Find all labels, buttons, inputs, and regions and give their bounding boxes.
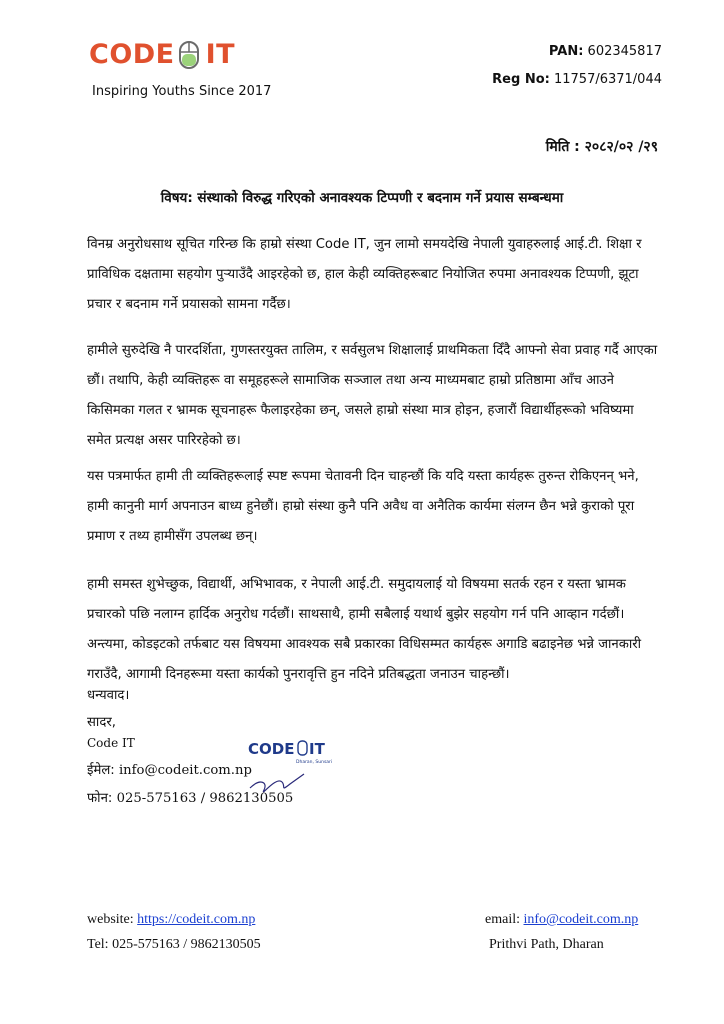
signatory-email: [87, 760, 252, 778]
email-value: info@codeit.com.np: [118, 763, 252, 778]
body-paragraph-3: यस पत्रमार्फत हामी ती व्यक्तिहरूलाई स्पष्ट रूपमा चेतावनी दिन चाहन्छौं कि यदि यस्ता कार्यहरू तुरुन्त रोकिएनन् भने, हामी कानुनी मार्ग अपनाउन बाध्य हुनेछौं। हाम्रो संस्था कुनै पनि अवैध वा अनैतिक कार्यमा संलग्न छैन भन्ने कुराको पूरा प्रमाण र तथ्य हामीसँग उपलब्ध छन्।: [87, 469, 639, 544]
body-paragraph-2: हामीले सुरुदेखि नै पारदर्शिता, गुणस्तरयुक्त तालिम, र सर्वसुलभ शिक्षालाई प्राथमिकता दिँदै आफ्नो सेवा प्रवाह गर्दै आएका छौं। तथापि, केही व्यक्तिहरू वा समूहहरूले सामाजिक सञ्जाल तथा अन्य माध्यमबाट हाम्रो प्रतिष्ठामा आँच आउने किसिमका गलत र भ्रामक सूचनाहरू फैलाइरहेका छन्, जसले हाम्रो संस्था मात्र होइन, हजारौं विद्यार्थीहरूको भविष्यमा समेत प्रत्यक्ष असर पारिरहेको छ।: [87, 343, 658, 448]
footer-address: Prithvi Path, Dharan: [489, 937, 604, 952]
stamp-text-it: IT: [309, 740, 325, 758]
reg-value: 11757/6371/044: [553, 72, 662, 87]
company-stamp: [246, 738, 346, 800]
footer-website: [87, 912, 255, 928]
letter-subject: विषय: संस्थाको विरुद्ध गरिएको अनावश्यक टिप्पणी र बदनाम गर्ने प्रयास सम्बन्धमा: [160, 190, 564, 206]
reg-label: Reg No:: [492, 72, 550, 87]
logo-text-it: IT: [205, 39, 236, 70]
website-link[interactable]: https://codeit.com.np: [137, 912, 256, 927]
closing-thanks: धन्यवाद।: [87, 688, 130, 703]
logo-text-code: CODE: [89, 39, 175, 70]
stamp-subtext: Dharan, Sunsari: [296, 760, 333, 765]
body-paragraph-1: विनम्र अनुरोधसाथ सूचित गरिन्छ कि हाम्रो संस्था Code IT, जुन लामो समयदेखि नेपाली युवाहरुलाई आई.टी. शिक्षा र प्राविधिक दक्षतामा सहयोग पुर्‍याउँदै आइरहेको छ, हाल केही व्यक्तिहरूबाट नियोजित रुपमा अनावश्यक टिप्पणी, झूटा प्रचार र बदनाम गर्ने प्रयासको सामना गर्दैछ।: [87, 237, 642, 312]
letter-date: मिति : २०८२/०२ /२९: [545, 139, 658, 155]
footer-email-link[interactable]: info@codeit.com.np: [523, 912, 639, 927]
closing-regards: सादर,: [87, 715, 116, 730]
phone-value: 025-575163 / 9862130505: [116, 791, 294, 806]
footer-email: [485, 912, 638, 928]
pan-number: [549, 44, 662, 59]
stamp-mouse-icon: [298, 741, 307, 755]
pan-value: 602345817: [587, 44, 662, 59]
pan-label: PAN:: [548, 44, 584, 59]
footer-telephone: Tel: 025-575163 / 9862130505: [87, 937, 261, 952]
stamp-text-code: CODE: [248, 740, 295, 758]
logo: [89, 38, 235, 72]
footer-email-label: email:: [485, 912, 520, 927]
signatory-org: Code IT: [87, 736, 135, 750]
mouse-icon: [178, 40, 200, 70]
signature-scribble: [250, 774, 304, 792]
phone-label: फोन:: [87, 791, 113, 806]
registration-number: [492, 72, 662, 87]
body-paragraph-4: हामी समस्त शुभेच्छुक, विद्यार्थी, अभिभावक, र नेपाली आई.टी. समुदायलाई यो विषयमा सतर्क रहन र यस्ता भ्रामक प्रचारको पछि नलाग्न हार्दिक अनुरोध गर्दछौं। साथसाथै, हामी सबैलाई यथार्थ बुझेर सहयोग गर्न पनि आव्हान गर्दछौं। अन्त्यमा, कोडइटको तर्फबाट यस विषयमा आवश्यक सबै प्रकारका विधिसम्मत कार्यहरू अगाडि बढाइनेछ भन्ने जानकारी गराउँदै, आगामी दिनहरूमा यस्ता कार्यको पुनरावृत्ति हुन नदिने प्रतिबद्धता जनाउन चाहन्छौं।: [87, 577, 642, 682]
email-label: ईमेल:: [87, 763, 115, 778]
website-label: website:: [87, 912, 134, 927]
tagline: Inspiring Youths Since 2017: [92, 84, 272, 99]
